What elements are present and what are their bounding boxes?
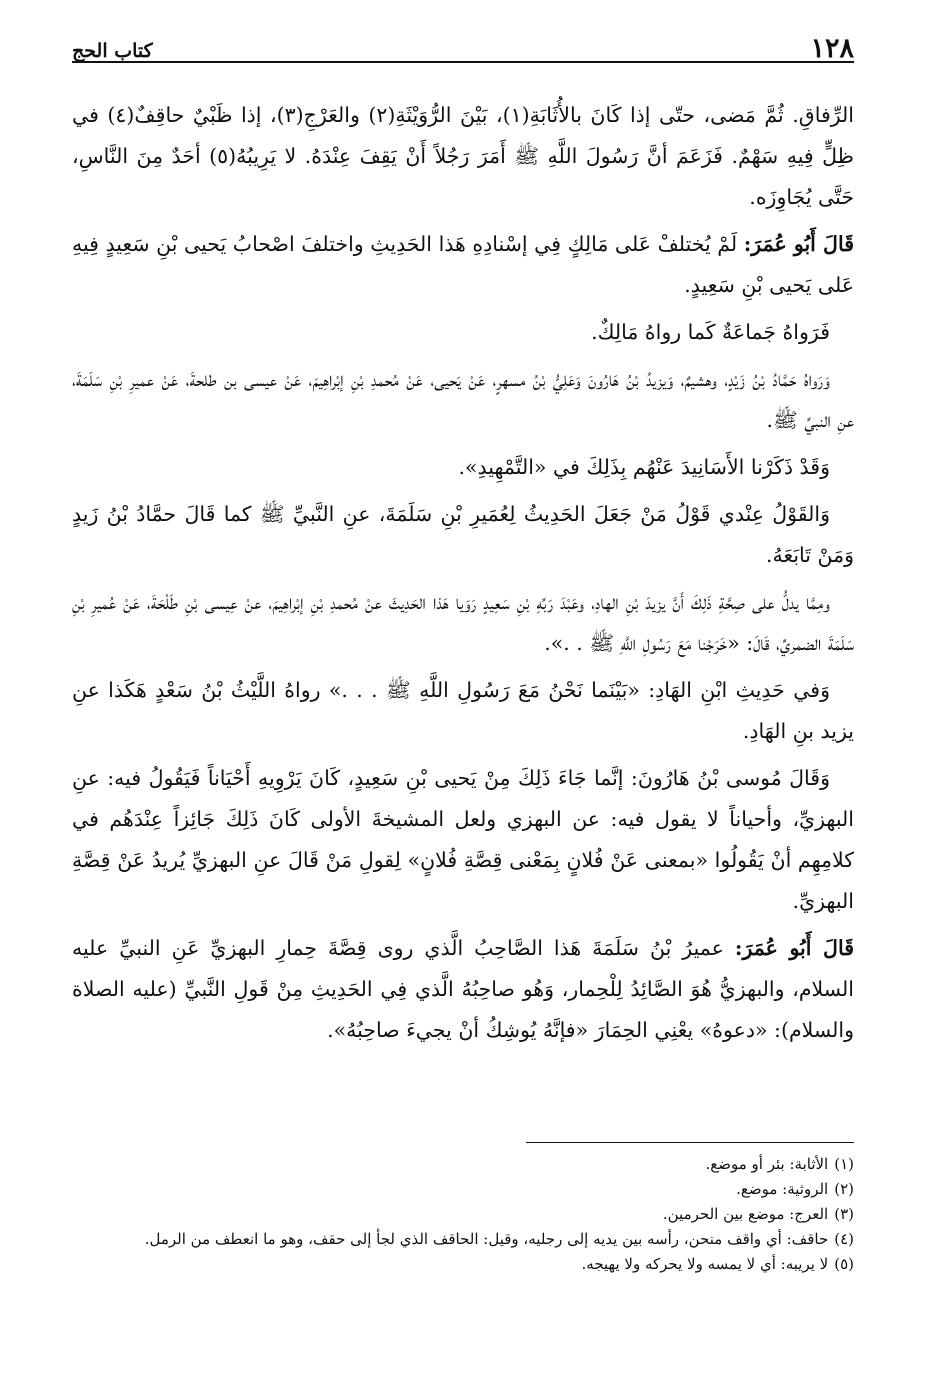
footnote-text: الروثية: موضع.	[736, 1180, 829, 1198]
footnote-separator	[526, 1142, 854, 1143]
footnotes	[72, 1152, 854, 1277]
paragraph	[72, 494, 854, 576]
paragraph	[72, 582, 854, 664]
paragraph-text: ومِمَّا يدلُّ على صِحَّةِ ذَلِكَ أَنَّ يزيدَ بْنِ الهادِ، وعَبْدَ رَبِّهِ بْنِ سَعِيدٍ رَوَيا هَذا الحَدِيثَ عنْ مُحمدِ بْنِ إبْراهِيمَ، عنْ عِيسى بْنِ طَلْحَةَ، عَنْ عُميرِ بْنِ سَلَمَةَ الضمريِّ، قَالَ: «خَرَجْنا مَعَ رَسُولِ اللَّهِ ﷺ . .».	[72, 590, 854, 655]
paragraph	[72, 312, 854, 353]
footnote-text: العرج: موضع بين الحرمين.	[662, 1205, 829, 1223]
footnote-number: (١)	[834, 1155, 854, 1173]
paragraph-text: وَرَواهُ حَمَّادُ بْنُ زَيْدٍ، وهشيمٌ، وَيزيدُ بْنُ هَارُونَ وَعَلِيُّ بْنُ مسهرٍ، عَنْ يَحيى، عَنْ مُحمدِ بْنِ إبْراهِيمَ، عَنْ عيسى بن طلحةَ، عَنْ عميرِ بْنِ سَلَمَةَ، عنِ النبيِّ ﷺ.	[72, 367, 854, 432]
paragraph	[72, 359, 854, 441]
paragraph	[72, 447, 854, 488]
paragraph-text: لَمْ يُختلفْ عَلى مَالِكٍ فِي إسْنادِهِ هَذا الحَدِيثِ واختلفَ اصْحابُ يَحيى بْنِ سَعِيدٍ فِيهِ عَلى يَحيى بْنِ سَعِيدٍ.	[72, 232, 854, 297]
paragraph-text: الرِّفاقِ. ثُمَّ مَضى، حتّى إذا كَانَ بالأُثَابَةِ(١)، بَيْنَ الرُّوَيْثَةِ(٢) والعَرْجِ(٣)، إذا ظَبْيٌ حاقِفٌ(٤) في ظِلٍّ فِيهِ سَهْمٌ. فَزَعَمَ أنَّ رَسُولَ اللَّهِ ﷺ أَمَرَ رَجُلاً أَنْ يَقِفَ عِنْدَهُ. لا يَرِيبُهُ(٥) أحَدٌ مِنَ النَّاسِ، حَتَّى يُجَاوِزَه.	[72, 103, 854, 209]
paragraph	[72, 224, 854, 306]
page-number: ١٢٨	[810, 33, 854, 64]
footnote-text: الأثابة: بئر أو موضع.	[705, 1155, 829, 1173]
running-header	[72, 30, 854, 64]
header-rule	[72, 61, 854, 63]
paragraph-text: وَقَدْ ذَكَرْنا الأَسَانِيدَ عَنْهُم بِذَلِكَ في «التَّمْهِيدِ».	[458, 455, 830, 479]
paragraph	[72, 95, 854, 218]
footnote-number: (٥)	[834, 1255, 854, 1273]
footnote-text: حاقف: أي واقف منحن، رأسه بين يديه إلى رجليه، وقيل: الحاقف الذي لجأ إلى حقف، وهو ما انعطف من الرمل.	[144, 1230, 829, 1248]
paragraph-text: فَرَواهُ جَماعَةٌ كَما رواهُ مَالِكٌ.	[591, 320, 830, 344]
footnote-number: (٢)	[834, 1180, 854, 1198]
footnote-number: (٤)	[834, 1230, 854, 1248]
paragraph-text: وَقَالَ مُوسى بْنُ هَارُونَ: إنَّما جَاءَ ذَلِكَ مِنْ يَحيى بْنِ سَعِيدٍ، كَانَ يَرْوِيهِ أَحْيَاناً فَيَقُولُ فيه: عنِ البهزيِّ، وأحياناً لا يقول فيه: عن البهزي ولعل المشيخةَ الأولى كَانَ ذَلِكَ جَائِزاً عِنْدَهُم في كلامِهِم أنْ يَقُولُوا «بمعنى عَنْ فُلانٍ بِمَعْنى قِصَّةِ فُلانٍ» لِقولِ مَنْ قَالَ عنِ البهزيِّ يُريدُ عَنْ قِصَّةِ البهزيِّ.	[72, 766, 854, 913]
footnote	[72, 1202, 854, 1227]
paragraph	[72, 758, 854, 922]
speaker-label: قَالَ أَبُو عُمَرَ:	[734, 936, 854, 960]
paragraph	[72, 928, 854, 1051]
footnote	[72, 1177, 854, 1202]
chapter-title: كتاب الحج	[72, 40, 153, 62]
footnote	[72, 1227, 854, 1252]
paragraph	[72, 670, 854, 752]
paragraph-text: وَفي حَدِيثِ ابْنِ الهَادِ: «بَيْنَما نَحْنُ مَعَ رَسُولِ اللَّهِ ﷺ . . .» رواهُ اللَّيْثُ بْنُ سَعْدٍ هَكَذا عنِ يزيد بنِ الهَادِ.	[72, 678, 854, 743]
paragraph-text: وَالقَوْلُ عِنْدي قَوْلُ مَنْ جَعَلَ الحَدِيثُ لِعُمَيرِ بْنِ سَلَمَةَ، عنِ النَّبيِّ ﷺ كما قَالَ حمَّادُ بْنُ زَيدٍ وَمَنْ تَابَعَهُ.	[72, 502, 854, 567]
footnote-text: لا يريبه: أي لا يمسه ولا يحركه ولا يهيجه.	[581, 1255, 829, 1273]
footnote-number: (٣)	[834, 1205, 854, 1223]
footnote	[72, 1152, 854, 1177]
footnote	[72, 1252, 854, 1277]
speaker-label: قَالَ أَبُو عُمَرَ:	[743, 232, 854, 256]
main-text	[72, 95, 854, 1057]
paragraph-text: عميرُ بْنُ سَلَمَةَ هَذا الصَّاحِبُ الَّذي روى قِصَّةَ حِمارِ البهزيِّ عَنِ النبيِّ عليه السلام، والبهزيُّ هُوَ الصَّائِدُ لِلْحِمار، وَهُو صاحِبُهُ الَّذي فِي الحَدِيثِ مِنْ قَولِ النَّبيِّ (عليه الصلاة والسلام): «دعوهُ» يعْنِي الحِمَارَ «فإنَّهُ يُوشِكُ أنْ يجيءَ صاحِبُهُ».	[72, 936, 854, 1042]
